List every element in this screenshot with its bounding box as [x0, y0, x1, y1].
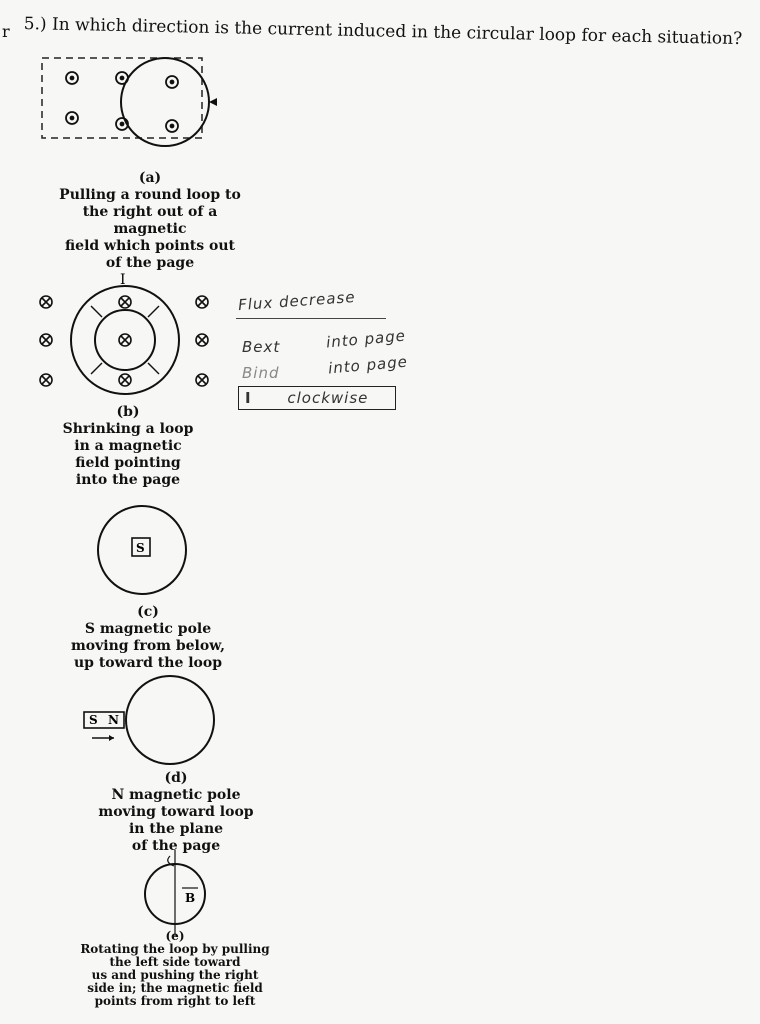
- margin-mark: r: [2, 22, 10, 41]
- figure-label: (b): [116, 404, 140, 420]
- caption-line: field pointing: [75, 455, 181, 471]
- caption-line: into the page: [75, 472, 181, 488]
- caption-line: in a magnetic: [74, 438, 182, 454]
- loop: [121, 58, 209, 146]
- answer-bind-label: Bind: [242, 364, 280, 382]
- magnet-n-label: N: [108, 713, 119, 727]
- figure-c-caption: [48, 604, 248, 672]
- answer-bext-label: Bext: [242, 338, 281, 356]
- motion-arrow: [209, 98, 217, 106]
- caption-line: Rotating the loop by pulling: [80, 942, 270, 956]
- figure-b-diagram: [36, 272, 236, 402]
- caption-line: field which points out: [64, 238, 236, 254]
- figure-c-diagram: [90, 500, 190, 600]
- answer-underline: [236, 318, 386, 319]
- caption-line: in the plane: [128, 821, 224, 837]
- caption-line: up toward the loop: [73, 655, 223, 671]
- figure-d-caption: [76, 770, 276, 855]
- caption-line: us and pushing the right: [91, 968, 259, 982]
- figure-a-diagram: [30, 48, 270, 148]
- magnet-s-label: S: [89, 713, 98, 727]
- caption-line: Pulling a round loop to: [59, 187, 241, 203]
- answer-current-value: clockwise: [287, 389, 369, 407]
- caption-line: of the page: [131, 838, 221, 854]
- answer-current-box: [238, 386, 396, 410]
- current-label: I: [120, 272, 126, 288]
- caption-line: Shrinking a loop: [62, 421, 194, 437]
- magnet-pole-label: S: [136, 541, 145, 555]
- answer-bext-value: into page: [325, 326, 407, 352]
- caption-line: of the page: [105, 255, 195, 271]
- caption-line: moving from below,: [70, 638, 225, 654]
- figure-e-caption: [70, 930, 280, 1008]
- question-text: 5.) In which direction is the current induced in the circular loop for each situation?: [23, 14, 743, 50]
- answer-current-label: I: [245, 389, 252, 407]
- figure-label: (d): [164, 770, 188, 786]
- figure-label: (a): [138, 170, 162, 186]
- field-label: B: [185, 891, 196, 905]
- caption-line: moving toward loop: [98, 804, 254, 820]
- figure-label: (c): [137, 604, 159, 620]
- answer-bind-value: into page: [327, 352, 409, 378]
- figure-b-caption: [28, 404, 228, 489]
- loop: [126, 676, 214, 764]
- caption-line: side in; the magnetic field: [87, 981, 263, 995]
- figure-e-diagram: [130, 846, 230, 936]
- figure-a-caption: [50, 170, 250, 272]
- figure-label: (e): [165, 929, 185, 943]
- caption-line: N magnetic pole: [111, 787, 241, 803]
- answer-flux: Flux decrease: [237, 287, 357, 315]
- caption-line: the left side toward: [109, 955, 241, 969]
- caption-line: the right out of a magnetic: [82, 204, 218, 237]
- caption-line: S magnetic pole: [84, 621, 212, 637]
- caption-line: points from right to left: [94, 994, 256, 1008]
- figure-d-diagram: [80, 672, 240, 772]
